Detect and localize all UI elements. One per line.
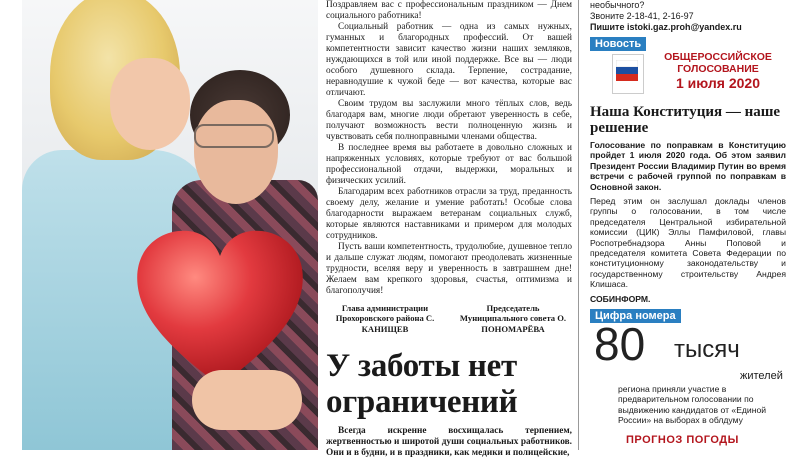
body-paragraph: Благодарим всех работников отрасли за труд, преданность своему делу, желание и умение работать! Особые слова благодарности выражаем ветеранам социальных служб, которые являются наставниками и примером для молодых сотрудников. [326, 187, 572, 241]
sidebar-column [590, 0, 790, 450]
weather-forecast-heading: ПРОГНОЗ ПОГОДЫ [626, 434, 739, 446]
big-number: 80 [594, 318, 646, 370]
greeting-column [326, 0, 572, 459]
ballot-box-icon [612, 54, 644, 94]
sidebar-bold-paragraph: Голосование по поправкам в Конституцию пройдет 1 июля 2020 года. Об этом заявил Президент России Владимир Путин во время встречи с рабочей группой по поправкам в Основной закон. [590, 140, 786, 192]
photo-nurse-and-elderly-woman [22, 0, 318, 450]
number-of-issue-badge: Цифра номера [590, 309, 681, 323]
sidebar-article [590, 140, 786, 308]
source-credit: СОБИНФОРМ. [590, 293, 651, 304]
body-paragraph: Своим трудом вы заслужили много тёплых слов, ведь благодаря вам, многие люди обретают уверенность в себе, получают возможность вести полноценную жизнь и чувствовать себя полноправными членами общества. [326, 99, 572, 142]
vote-date: 1 июля 2020 [676, 75, 760, 91]
signature-right: Председатель Муниципального совета О. ПОНОМАРЁВА [459, 303, 567, 334]
greeting-paragraph: Поздравляем вас с профессиональным праздником — Днем социального работника! [326, 0, 572, 21]
sidebar-headline: Наша Конституция — наше решение [590, 104, 781, 136]
article-headline: У заботы нет ограничений [326, 348, 518, 421]
number-description: региона приняли участие в предварительном голосовании по выдвижению кандидатов от «Единой России» на выборах в облдуму [618, 384, 767, 426]
article-lead: Всегда искренне восхищалась терпением, жертвенностью и широтой души социальных работников. Они и в будни, и в праздники, как медики и полицейские, [326, 426, 572, 459]
big-number-unit2: жителей [740, 370, 783, 382]
vote-title: ОБЩЕРОССИЙСКОЕ ГОЛОСОВАНИЕ [664, 51, 772, 75]
big-number-unit: тысяч [674, 336, 740, 363]
sidebar-paragraph: Перед этим он заслушал доклады членов группы о голосовании, в том числе председателя Центральной избирательной комиссии (ЦИК) Эллы Памфиловой, главы Роспотребнадзора Анны Поповой и председателя комитета Совета Федерации по конституционному законодательству и государственному строительству Андрея Клишаса. [590, 196, 786, 290]
vote-banner [590, 50, 786, 98]
body-paragraph: В последнее время вы работаете в довольно сложных и напряженных условиях, которые требуют от вас большой профессиональной отдачи, выдержки, моральных и физических усилий. [326, 143, 572, 186]
column-divider [578, 0, 579, 450]
russian-flag-icon [616, 60, 638, 82]
contact-block: необычного? Звоните 2-18-41, 2-16-97 Пишите istoki.gaz.proh@yandex.ru [590, 0, 742, 32]
signatures [326, 303, 572, 334]
news-badge: Новость [590, 37, 646, 51]
glasses [194, 124, 274, 148]
signature-left: Глава администрации Прохоровского района С. КАНИЩЕВ [335, 303, 435, 334]
body-paragraph: Социальный работник — одна из самых нужных, гуманных и благородных профессий. От вашей компетентности зависит качество жизни наших земляков, нуждающихся в той или иной поддержке. Все вы — люди особого душевного склада. Терпение, сострадание, неравнодушие к чужой беде — вот качества, которые вас отличают. [326, 22, 572, 98]
body-paragraph: Пусть ваши компетентность, трудолюбие, душевное тепло и дальше служат людям, помогают преодолевать жизненные трудности, вселяя веру и уверенность в завтрашнем дне! Желаем вам крепкого здоровья, счастья, оптимизма и благополучия! [326, 242, 572, 296]
